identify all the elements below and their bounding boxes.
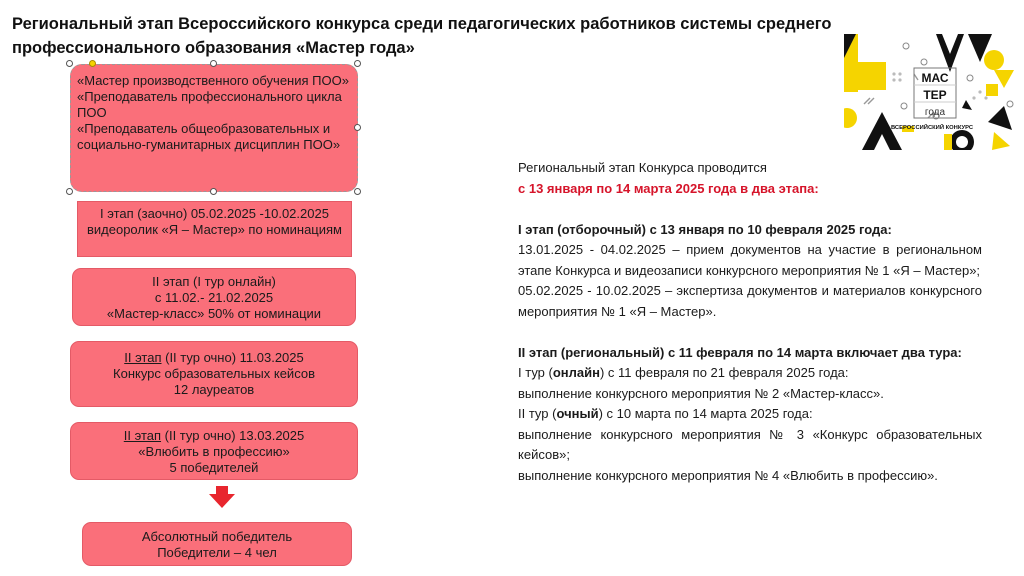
resize-handle[interactable] xyxy=(354,60,361,67)
logo-caption: ВСЕРОССИЙСКИЙ КОНКУРС xyxy=(890,125,974,131)
resize-handle[interactable] xyxy=(66,60,73,67)
resize-handle[interactable] xyxy=(354,188,361,195)
nomination-master: «Мастер производственного обучения ПОО» xyxy=(77,73,349,88)
stage2-online-line3: «Мастер-класс» 50% от номинации xyxy=(106,306,322,321)
schedule-text xyxy=(518,158,982,486)
resize-handle[interactable] xyxy=(210,60,217,67)
stage2-love-line2: «Влюбить в профессию» xyxy=(138,444,290,459)
stage2-cases-line1: II этап (II тур очно) 11.03.2025 xyxy=(124,350,304,365)
master-of-year-logo xyxy=(844,34,1018,150)
dates-highlight: с 13 января по 14 марта 2025 года в два этапа: xyxy=(518,180,819,196)
resize-handle[interactable] xyxy=(210,188,217,195)
stage1-line2: видеоролик «Я – Мастер» по номинациям xyxy=(86,222,342,237)
tour2-item: выполнение конкурсного мероприятия № 4 «Влюбить в профессию». xyxy=(518,467,938,483)
nomination-teacher-general: «Преподаватель общеобразовательных и социально-гуманитарных дисциплин ПОО» xyxy=(77,121,341,152)
stage2-cases-box xyxy=(70,341,358,407)
winner-line1: Абсолютный победитель xyxy=(141,529,293,544)
stage2-love-line1: II этап (II тур очно) 13.03.2025 xyxy=(123,428,305,443)
page-title: Региональный этап Всероссийского конкурса среди педагогических работников системы среднего профессионального образования «Мастер года» xyxy=(12,15,832,57)
stage2-online-line2: с 11.02.- 21.02.2025 xyxy=(154,290,274,305)
down-arrow-icon xyxy=(209,486,235,508)
stage1-heading: I этап (отборочный) с 13 января по 10 февраля 2025 года: xyxy=(518,221,892,237)
stage2-cases-line2: Конкурс образовательных кейсов xyxy=(113,366,315,381)
stage2-online-line1: II этап (I тур онлайн) xyxy=(152,274,276,289)
stage2-online-box xyxy=(72,268,356,326)
winner-box xyxy=(82,522,352,566)
resize-handle[interactable] xyxy=(89,60,96,67)
resize-handle[interactable] xyxy=(354,124,361,131)
logo-graphic xyxy=(844,34,1018,150)
logo-word-line3: года xyxy=(924,107,946,118)
nominations-box[interactable] xyxy=(70,64,358,192)
winner-line2: Победители – 4 чел xyxy=(157,545,277,560)
logo-word-line2: ТЕР xyxy=(923,88,947,102)
resize-handle[interactable] xyxy=(66,188,73,195)
tour2-heading: II тур (очный) с 10 марта по 14 марта 2025 года: xyxy=(518,406,813,421)
logo-word-line1: МАС xyxy=(921,71,949,85)
intro-text: Региональный этап Конкурса проводится xyxy=(518,160,767,175)
nomination-teacher-prof: «Преподаватель профессионального цикла ПОО xyxy=(77,89,342,120)
tour1-item: выполнение конкурсного мероприятия № 2 «Мастер-класс». xyxy=(518,385,884,401)
stage2-cases-line3: 12 лауреатов xyxy=(173,382,255,397)
tour2-item: выполнение конкурсного мероприятия № 3 «Конкурс образовательных кейсов»; xyxy=(518,426,982,462)
stage1-line1: I этап (заочно) 05.02.2025 -10.02.2025 xyxy=(100,206,329,221)
stage1-item: 05.02.2025 - 10.02.2025 – экспертиза документов и материалов конкурсного мероприятия № 1 «Я – Мастер». xyxy=(518,283,982,319)
stage2-love-box xyxy=(70,422,358,480)
stage2-love-line3: 5 победителей xyxy=(169,460,259,475)
tour1-heading: I тур (онлайн) с 11 февраля по 21 февраля 2025 года: xyxy=(518,365,849,380)
stage1-box xyxy=(77,201,352,257)
stage1-item: 13.01.2025 - 04.02.2025 – прием документов на участие в региональном этапе Конкурса и видеозаписи конкурсного мероприятия № 1 «Я – Мастер»; xyxy=(518,242,982,278)
stage2-heading: II этап (региональный) с 11 февраля по 14 марта включает два тура: xyxy=(518,344,962,360)
